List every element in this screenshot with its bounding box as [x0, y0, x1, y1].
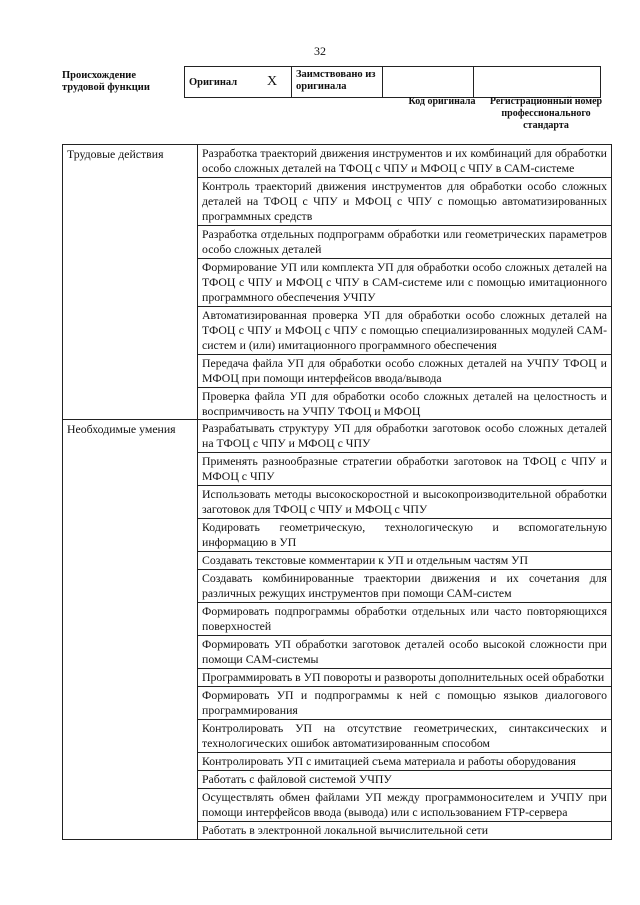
origin-table: [62, 66, 601, 98]
table-cell-item: Применять разнообразные стратегии обработки заготовок на ТФОЦ с ЧПУ и МФОЦ с ЧПУ: [198, 453, 612, 486]
borrowed-label: Заимствовано из оригинала: [292, 67, 383, 98]
table-row: [63, 145, 612, 178]
table-cell-item: Разрабатывать структуру УП для обработки заготовок особо сложных деталей на ТФОЦ с ЧПУ и МФОЦ с ЧПУ: [198, 420, 612, 453]
table-cell-item: Формировать УП обработки заготовок деталей особо высокой сложности при помощи САМ-системы: [198, 636, 612, 669]
table-cell-item: Разработка отдельных подпрограмм обработки или геометрических параметров особо сложных деталей: [198, 225, 612, 258]
table-cell-item: Разработка траекторий движения инструментов и их комбинаций для обработки особо сложных деталей на ТФОЦ с ЧПУ и МФОЦ с ЧПУ в САМ-системе: [198, 145, 612, 178]
table-cell-item: Программировать в УП повороты и развороты дополнительных осей обработки: [198, 669, 612, 687]
origin-label: Происхождение трудовой функции: [62, 69, 150, 93]
table-cell-item: Формировать подпрограммы обработки отдельных или часто повторяющихся поверхностей: [198, 603, 612, 636]
table-cell-item: Контролировать УП с имитацией съема материала и работы оборудования: [198, 752, 612, 770]
table-cell-item: Передача файла УП для обработки особо сложных деталей на УЧПУ ТФОЦ и МФОЦ при помощи интерфейсов ввода/вывода: [198, 354, 612, 387]
code-caption: Код оригинала: [408, 96, 476, 107]
section-title: Необходимые умения: [63, 420, 198, 839]
original-mark: X: [253, 67, 292, 98]
table-cell-item: Кодировать геометрическую, технологическую и вспомогательную информацию в УП: [198, 519, 612, 552]
table-cell-item: Формировать УП и подпрограммы к ней с помощью языков диалогового программирования: [198, 686, 612, 719]
table-cell-item: Автоматизированная проверка УП для обработки особо сложных деталей на ТФОЦ с ЧПУ и МФОЦ с ЧПУ с помощью специализированных модулей САМ-систем и (или) имитационного программного обеспечения: [198, 306, 612, 354]
original-label: Оригинал: [185, 67, 254, 98]
table-cell-item: Работать в электронной локальной вычислительной сети: [198, 821, 612, 839]
code-cell: [383, 67, 474, 98]
table-cell-item: Контроль траекторий движения инструментов для обработки особо сложных деталей на ТФОЦ с ЧПУ и МФОЦ с ЧПУ с помощью автоматизированных программных средств: [198, 177, 612, 225]
page-number: 32: [314, 44, 326, 58]
table-cell-item: Контролировать УП на отсутствие геометрических, синтаксических и технологических ошибок автоматизированным способом: [198, 719, 612, 752]
reg-number-cell: [474, 67, 601, 98]
table-cell-item: Использовать методы высокоскоростной и высокопроизводительной обработки заготовок для ТФОЦ с ЧПУ и МФОЦ с ЧПУ: [198, 486, 612, 519]
reg-caption: Регистрационный номер профессионального стандарта: [489, 96, 603, 131]
table-cell-item: Осуществлять обмен файлами УП между программоносителем и УЧПУ при помощи интерфейсов ввода (вывода) или с использованием FTP-сервера: [198, 788, 612, 821]
table-cell-item: Работать с файловой системой УЧПУ: [198, 770, 612, 788]
table-cell-item: Создавать комбинированные траектории движения и их сочетания для различных режущих инструментов при помощи САМ-систем: [198, 570, 612, 603]
table-cell-item: Проверка файла УП для обработки особо сложных деталей на целостность и воспримчивость на УЧПУ ТФОЦ и МФОЦ: [198, 387, 612, 420]
table-row: [63, 420, 612, 453]
table-cell-item: Формирование УП или комплекта УП для обработки особо сложных деталей на ТФОЦ с ЧПУ и МФОЦ с ЧПУ в САМ-системе или с помощью имитационного программного обеспечения УЧПУ: [198, 258, 612, 306]
main-table: [62, 144, 612, 840]
section-title: Трудовые действия: [63, 145, 198, 420]
table-cell-item: Создавать текстовые комментарии к УП и отдельным частям УП: [198, 552, 612, 570]
